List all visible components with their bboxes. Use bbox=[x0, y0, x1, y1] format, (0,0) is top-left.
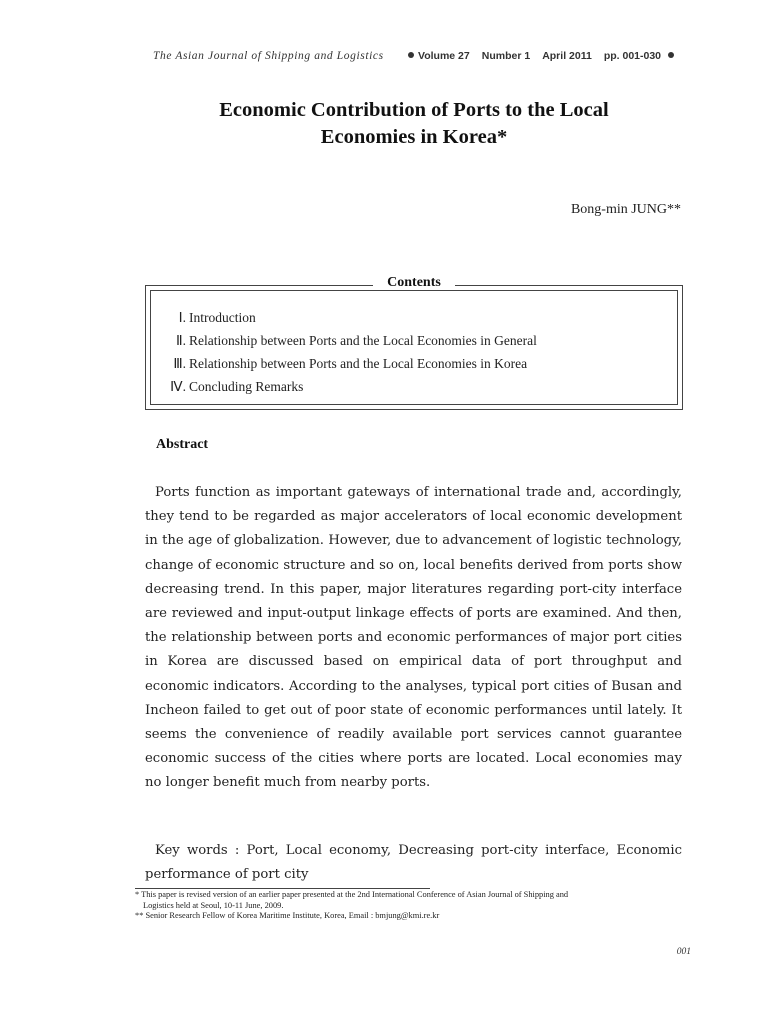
toc-label: Concluding Remarks bbox=[189, 379, 304, 394]
journal-name: The Asian Journal of Shipping and Logistics bbox=[153, 50, 384, 62]
table-of-contents bbox=[160, 306, 537, 398]
author-name: Bong-min JUNG** bbox=[570, 202, 681, 217]
issue-date: April 2011 bbox=[542, 50, 592, 62]
toc-number: Ⅲ. bbox=[173, 356, 186, 371]
contents-box bbox=[145, 275, 683, 410]
title-line-2: Economies in Korea* bbox=[320, 126, 508, 148]
footnote-rule bbox=[135, 888, 430, 889]
issue-number: Number 1 bbox=[481, 50, 531, 62]
bullet-icon bbox=[408, 52, 414, 58]
toc-item-introduction bbox=[160, 306, 537, 329]
footnotes bbox=[135, 890, 685, 922]
footnote-2: ** Senior Research Fellow of Korea Maritime Institute, Korea, Email : bmjung@kmi.re.kr bbox=[135, 911, 440, 920]
toc-label: Relationship between Ports and the Local Economies in Korea bbox=[189, 356, 528, 371]
abstract-text: Ports function as important gateways of international trade and, accordingly, they tend to be regarded as major accelerators of local economic development in the age of globalization. However, due to advancement of logistic technology, change of economic structure and so on, local benefits derived from ports show decreasing trend. In this paper, major literatures regarding port-city interface are reviewed and input-output linkage effects of ports are examined. And then, the relationship between ports and economic performances of major port cities in Korea are discussed based on empirical data of port throughput and economic indicators. According to the analyses, typical port cities of Busan and Incheon failed to get out of poor state of economic performances until lately. It seems the convenience of readily available port services cannot guarantee economic success of the cities where ports are located. Local economies may no longer benefit much from nearby ports. bbox=[145, 485, 682, 791]
running-header bbox=[0, 50, 768, 66]
bullet-icon bbox=[668, 52, 674, 58]
toc-label: Introduction bbox=[189, 310, 256, 325]
contents-heading bbox=[146, 273, 682, 291]
footnote-1-continued: Logistics held at Seoul, 10-11 June, 2009. bbox=[143, 900, 284, 910]
paper-title bbox=[0, 97, 768, 151]
toc-item-general bbox=[160, 329, 537, 352]
footnote-1: * This paper is revised version of an earlier paper presented at the 2nd International Conference of Asian Journal of Shipping and bbox=[135, 890, 569, 899]
volume: Volume 27 bbox=[418, 50, 470, 62]
toc-number: Ⅱ. bbox=[175, 333, 186, 348]
abstract-heading: Abstract bbox=[156, 437, 209, 452]
issue-info bbox=[408, 50, 674, 62]
toc-number: Ⅳ. bbox=[170, 379, 186, 394]
toc-item-concluding bbox=[160, 375, 537, 398]
toc-label: Relationship between Ports and the Local Economies in General bbox=[189, 333, 537, 348]
title-line-1: Economic Contribution of Ports to the Local bbox=[219, 99, 609, 121]
contents-heading-text: Contents bbox=[373, 275, 455, 290]
page-range: pp. 001-030 bbox=[603, 50, 662, 62]
toc-number: Ⅰ. bbox=[178, 310, 186, 325]
keywords: Key words : Port, Local economy, Decreasing port-city interface, Economic performance of port city bbox=[145, 843, 682, 883]
toc-item-korea bbox=[160, 352, 537, 375]
page-number: 001 bbox=[676, 947, 691, 957]
